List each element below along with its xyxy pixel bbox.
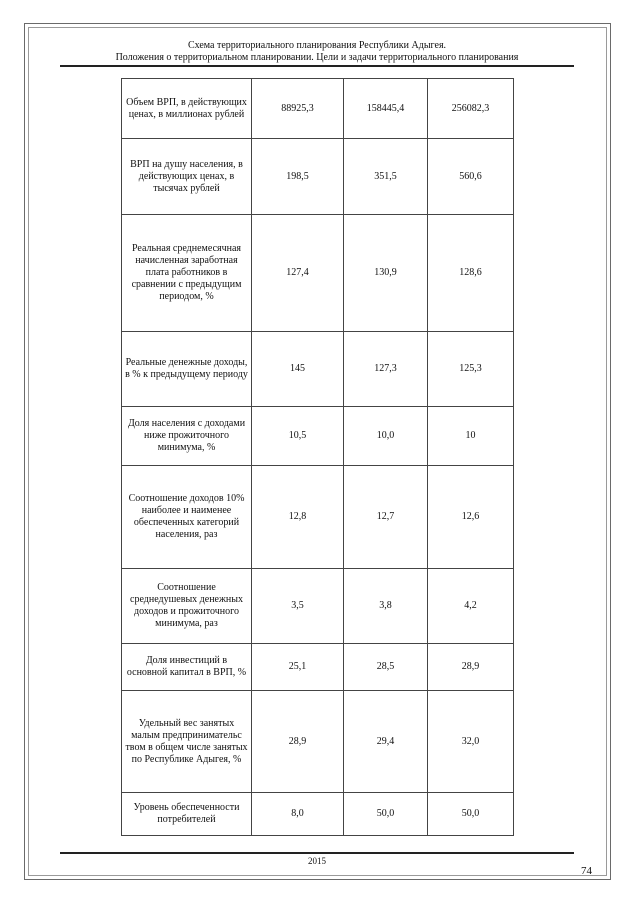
cell-value: 3,8	[344, 569, 428, 644]
cell-value: 145	[252, 332, 344, 407]
row-label: Соотношение доходов 10% наиболее и наименее обеспеченных категорий населения, раз	[122, 466, 252, 569]
indicators-table	[121, 78, 514, 836]
cell-value: 25,1	[252, 644, 344, 691]
cell-value: 198,5	[252, 139, 344, 215]
row-label: Доля населения с доходами ниже прожиточного минимума, %	[122, 407, 252, 466]
cell-value: 10,0	[344, 407, 428, 466]
cell-value: 127,4	[252, 215, 344, 332]
header-title: Схема территориального планирования Республики Адыгея.	[187, 40, 447, 51]
table-row	[122, 644, 514, 691]
cell-value: 28,9	[252, 691, 344, 793]
cell-value: 351,5	[344, 139, 428, 215]
table-row	[122, 79, 514, 139]
cell-value: 4,2	[428, 569, 514, 644]
cell-value: 28,5	[344, 644, 428, 691]
cell-value: 158445,4	[344, 79, 428, 139]
cell-value: 10	[428, 407, 514, 466]
header-subtitle: Положения о территориальном планировании. Цели и задачи территориального планирования	[115, 52, 519, 63]
table-row	[122, 466, 514, 569]
cell-value: 88925,3	[252, 79, 344, 139]
row-label: Доля инвестиций в основной капитал в ВРП, %	[122, 644, 252, 691]
table-row	[122, 215, 514, 332]
cell-value: 29,4	[344, 691, 428, 793]
cell-value: 28,9	[428, 644, 514, 691]
cell-value: 12,6	[428, 466, 514, 569]
row-label: Реальные денежные доходы, в % к предыдущему периоду	[122, 332, 252, 407]
table-row	[122, 569, 514, 644]
page-number: 74	[581, 865, 592, 877]
table-row	[122, 139, 514, 215]
row-label: Объем ВРП, в действующих ценах, в миллионах рублей	[122, 79, 252, 139]
row-label: Удельный вес занятых малым предпринимательс твом в общем числе занятых по Республике Адыгея, %	[122, 691, 252, 793]
row-label: ВРП на душу населения, в действующих ценах, в тысячах рублей	[122, 139, 252, 215]
table-row	[122, 407, 514, 466]
cell-value: 12,8	[252, 466, 344, 569]
cell-value: 3,5	[252, 569, 344, 644]
cell-value: 256082,3	[428, 79, 514, 139]
footer-divider	[60, 852, 574, 854]
page-header	[60, 40, 574, 64]
cell-value: 32,0	[428, 691, 514, 793]
cell-value: 127,3	[344, 332, 428, 407]
row-label: Реальная среднемесячная начисленная заработная плата работников в сравнении с предыдущим периодом, %	[122, 215, 252, 332]
cell-value: 8,0	[252, 793, 344, 836]
cell-value: 50,0	[344, 793, 428, 836]
header-divider	[60, 65, 574, 67]
cell-value: 50,0	[428, 793, 514, 836]
cell-value: 128,6	[428, 215, 514, 332]
cell-value: 10,5	[252, 407, 344, 466]
cell-value: 12,7	[344, 466, 428, 569]
row-label: Уровень обеспеченности потребителей	[122, 793, 252, 836]
table-row	[122, 332, 514, 407]
footer-year: 2015	[308, 856, 326, 866]
row-label: Соотношение среднедушевых денежных доходов и прожиточного минимума, раз	[122, 569, 252, 644]
cell-value: 130,9	[344, 215, 428, 332]
table-row	[122, 691, 514, 793]
table-row	[122, 793, 514, 836]
cell-value: 560,6	[428, 139, 514, 215]
cell-value: 125,3	[428, 332, 514, 407]
